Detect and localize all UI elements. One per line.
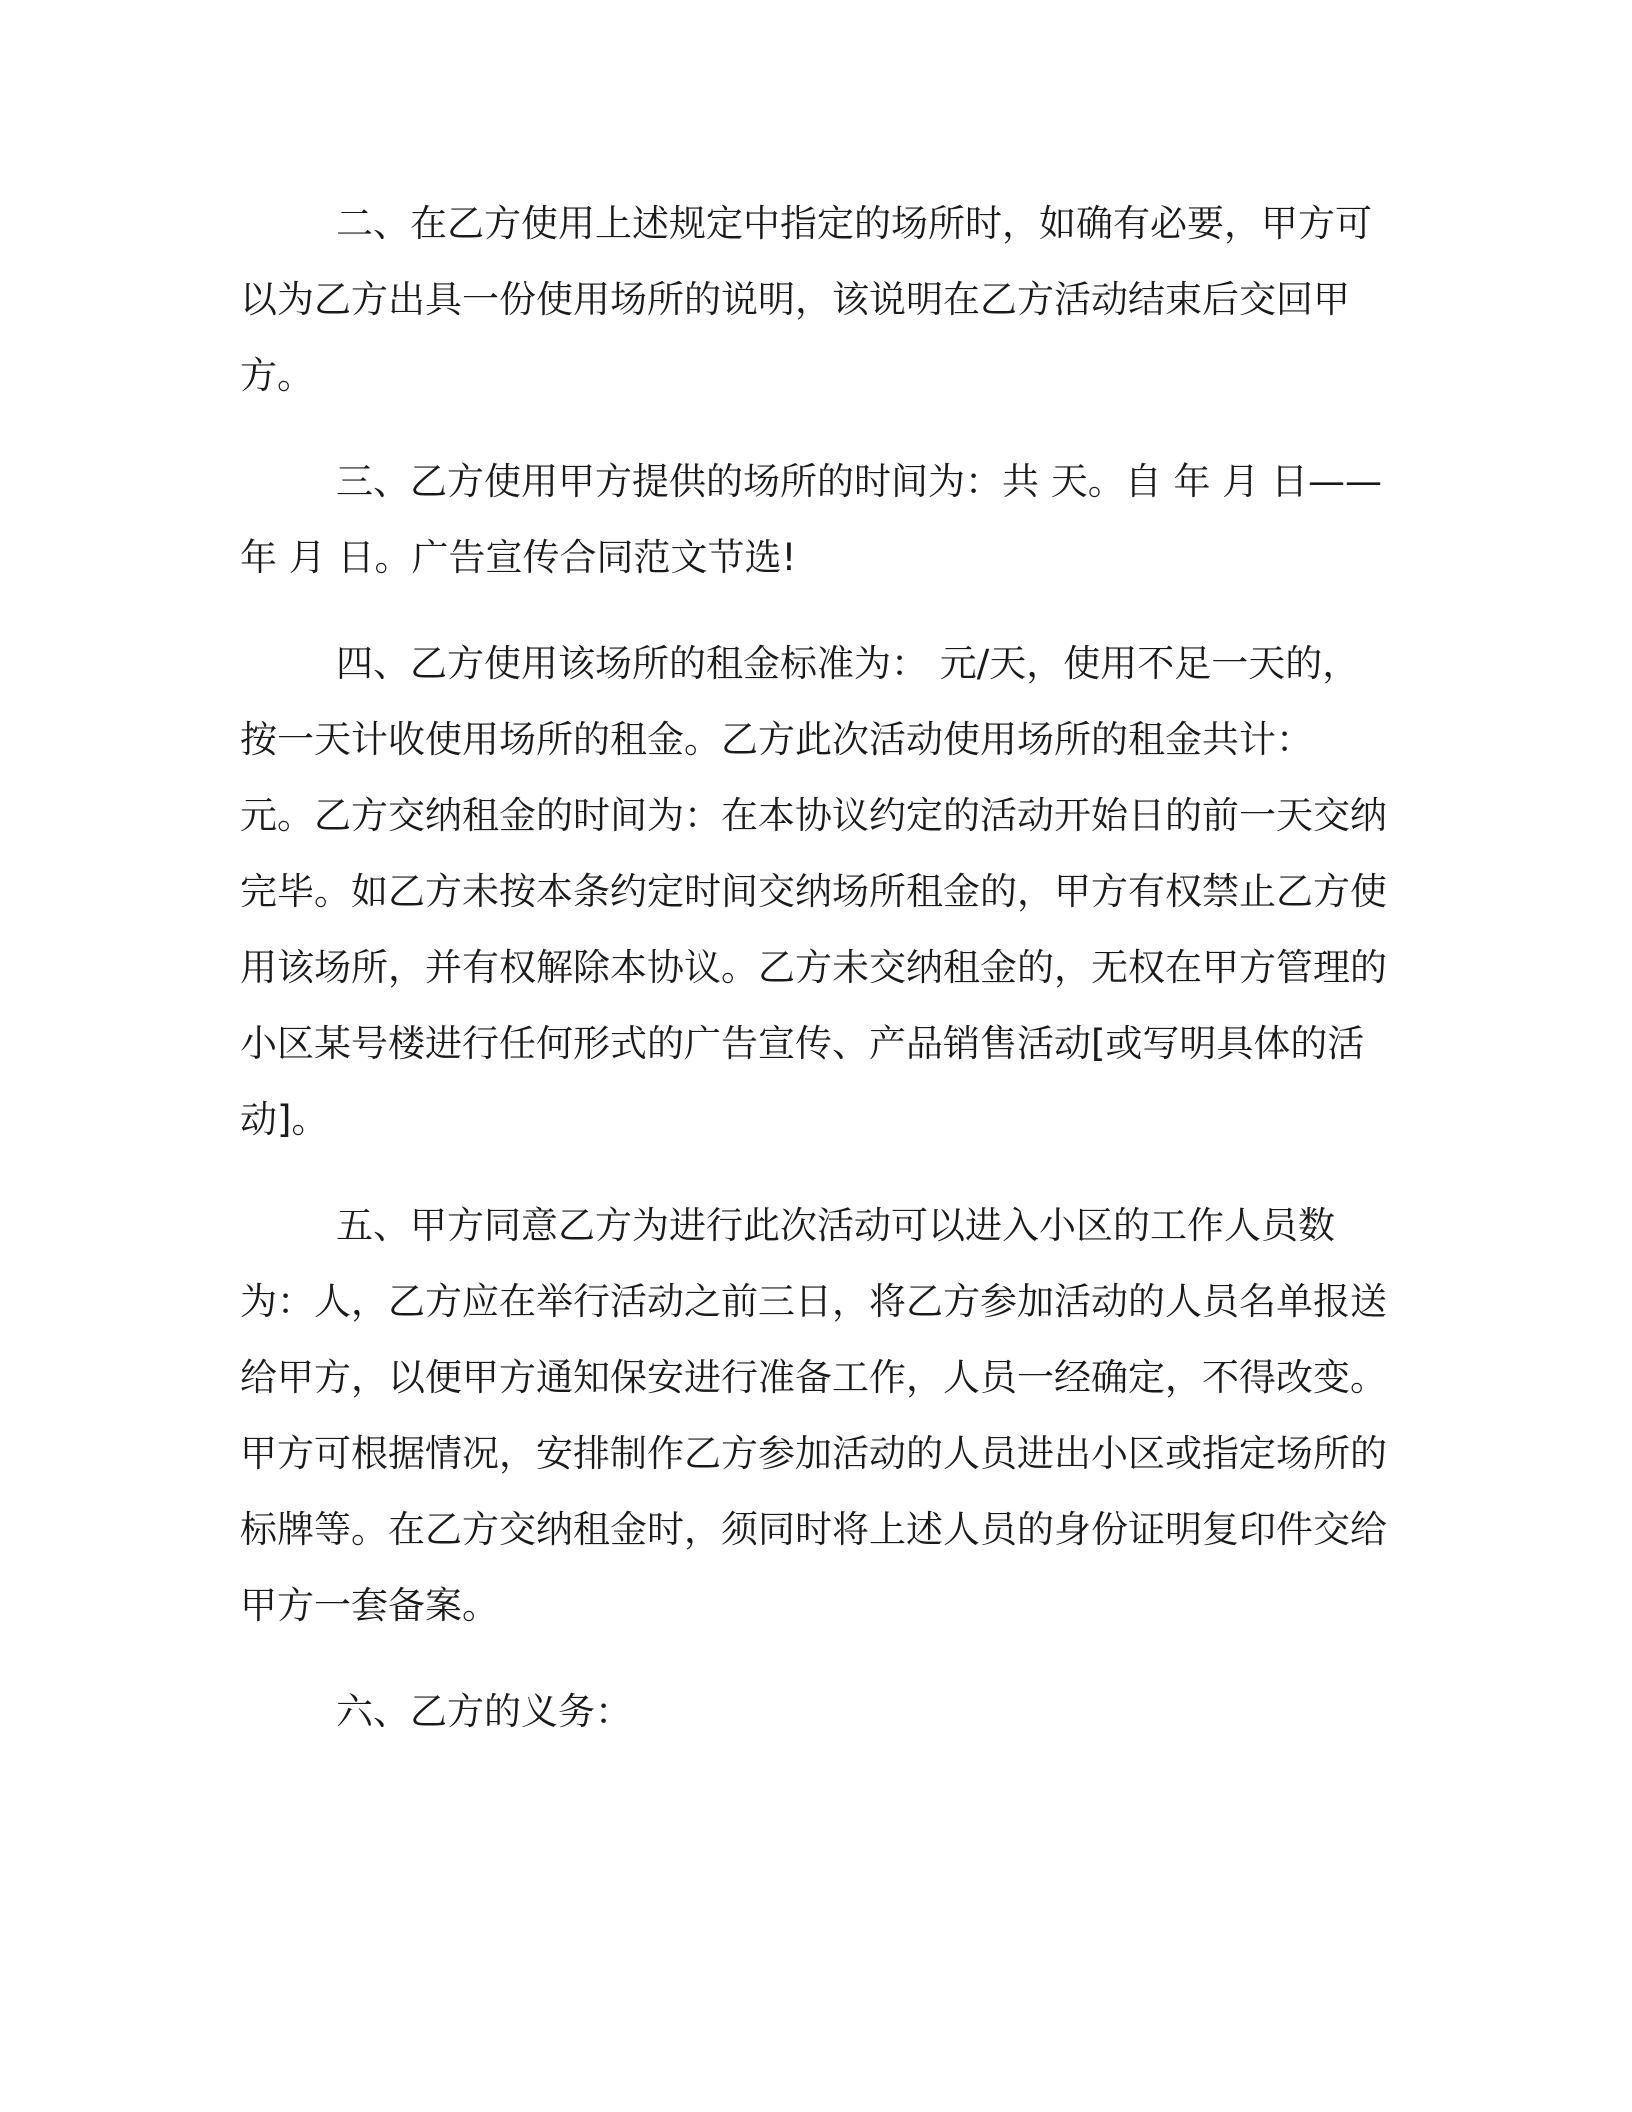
clause-4-paragraph: 四、乙方使用该场所的租金标准为： 元/天，使用不足一天的，按一天计收使用场所的租金。乙方此次活动使用场所的租金共计： 元。乙方交纳租金的时间为：在本协议约定的活动开始日的前一天交纳完毕。如乙方未按本条约定时间交纳场所租金的，甲方有权禁止乙方使用该场所，并有权解除本协议。乙方未交纳租金的，无权在甲方管理的小区某号楼进行任何形式的广告宣传、产品销售活动[或写明具体的活动]。 (240, 642, 1387, 1141)
clause-2-paragraph: 二、在乙方使用上述规定中指定的场所时，如确有必要，甲方可以为乙方出具一份使用场所的说明，该说明在乙方活动结束后交回甲方。 (240, 202, 1372, 397)
clause-3-paragraph: 三、乙方使用甲方提供的场所的时间为：共 天。自 年 月 日——年 月 日。广告宣传合同范文节选! (240, 460, 1383, 579)
clause-5-paragraph: 五、甲方同意乙方为进行此次活动可以进入小区的工作人员数为：人，乙方应在举行活动之前三日，将乙方参加活动的人员名单报送给甲方，以便甲方通知保安进行准备工作，人员一经确定，不得改变。甲方可根据情况，安排制作乙方参加活动的人员进出小区或指定场所的标牌等。在乙方交纳租金时，须同时将上述人员的身份证明复印件交给甲方一套备案。 (240, 1204, 1387, 1627)
document-body (240, 186, 1390, 1750)
clause-6-paragraph: 六、乙方的义务： (336, 1690, 632, 1733)
